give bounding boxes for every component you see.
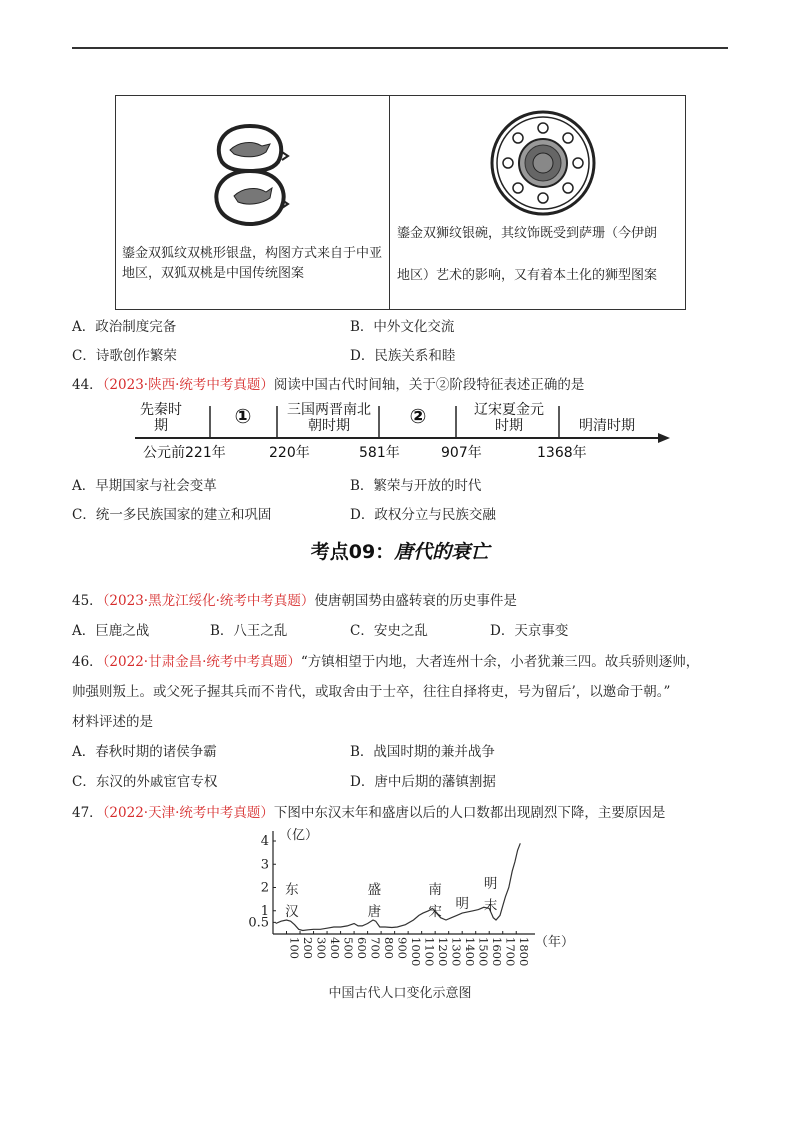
x-tick-label: 100: [287, 937, 302, 959]
q44-stem: 阅读中国古代时间轴，关于②阶段特征表述正确的是: [273, 377, 585, 393]
q45-option-b[interactable]: B．八王之乱: [210, 623, 288, 639]
q45-option-a[interactable]: A．巨鹿之战: [72, 623, 150, 639]
population-chart: [230, 826, 575, 976]
q47-question: [72, 801, 665, 821]
q45-question: [72, 589, 517, 609]
q46-option-d[interactable]: D．唐中后期的藩镇割据: [350, 774, 496, 790]
q44-option-b[interactable]: B．繁荣与开放的时代: [350, 478, 482, 494]
timeline-date-581: 581年: [359, 445, 400, 461]
x-tick-label: 700: [368, 937, 383, 959]
chart-annotation: 东汉: [285, 882, 299, 920]
double-fox-peach-plate-image: [200, 118, 300, 228]
x-tick-label: 1100: [422, 937, 437, 967]
y-tick-label: 0.5: [248, 915, 269, 931]
timeline-label-stage-1: ①: [234, 404, 252, 428]
q46-option-a[interactable]: A．春秋时期的诸侯争霸: [72, 744, 217, 760]
q46-option-b[interactable]: B．战国时期的兼并战争: [350, 744, 495, 760]
q46-stem-line2: 帅强则叛上。或父死子握其兵而不肯代，或取舍由于士卒，往往自择将吏，号为留后’，以邀命于朝。”: [72, 684, 671, 700]
timeline-date-221bc: 公元前221年: [143, 445, 226, 461]
timeline-date-1368: 1368年: [537, 445, 587, 461]
q46-stem-line3: 材料评述的是: [72, 714, 153, 730]
q43-option-c[interactable]: C．诗歌创作繁荣: [72, 348, 177, 364]
chart-annotation: 明: [455, 896, 469, 912]
x-tick-label: 500: [341, 937, 356, 959]
x-tick-label: 1400: [463, 937, 478, 967]
q43-option-a[interactable]: A．政治制度完备: [72, 319, 177, 335]
x-axis-label: （年）: [535, 935, 575, 950]
x-tick-label: 1700: [503, 937, 518, 967]
q47-stem: 下图中东汉末年和盛唐以后的人口数都出现剧烈下降，主要原因是: [273, 805, 666, 821]
x-tick-label: 1300: [449, 937, 464, 967]
q45-option-d[interactable]: D．天京事变: [490, 623, 569, 639]
timeline-date-907: 907年: [441, 445, 482, 461]
q43-option-d[interactable]: D．民族关系和睦: [350, 348, 456, 364]
section-heading: [0, 537, 800, 564]
x-tick-label: 300: [314, 937, 329, 959]
x-tick-label: 1200: [436, 937, 451, 967]
q44-number: 44．: [72, 377, 103, 393]
y-tick-label: 4: [260, 834, 269, 849]
x-tick-label: 600: [355, 937, 370, 959]
q46-number: 46．: [72, 654, 103, 670]
section-prefix: 考点09：: [310, 541, 395, 563]
x-tick-label: 900: [395, 937, 410, 959]
q46-option-c[interactable]: C．东汉的外戚宦官专权: [72, 774, 218, 790]
q46-source: （2022·甘肃金昌·统考中考真题）: [102, 654, 301, 670]
header-rule: [72, 47, 728, 49]
chart-annotation: 明末: [483, 876, 498, 914]
x-tick-label: 800: [382, 937, 397, 959]
section-title: 唐代的衰亡: [394, 541, 490, 563]
y-axis-label: （亿）: [279, 828, 319, 843]
x-tick-label: 400: [328, 937, 343, 959]
x-tick-label: 1000: [409, 937, 424, 967]
timeline: [135, 400, 670, 462]
timeline-label-stage-2: ②: [409, 404, 427, 428]
y-tick-label: 1: [260, 903, 269, 919]
x-tick-label: 200: [301, 937, 316, 959]
q46-stem-line1: “方镇相望于内地，大者连州十余，小者犹兼三四。故兵骄则逐帅，: [300, 654, 700, 670]
left-figure-caption: 鎏金双狐纹双桃形银盘，构图方式来自于中亚地区，双狐双桃是中国传统图案: [122, 246, 383, 281]
q43-option-b[interactable]: B．中外文化交流: [350, 319, 455, 335]
q45-source: （2023·黑龙江绥化·统考中考真题）: [102, 593, 315, 609]
timeline-label-ming-qing: 明清时期: [579, 418, 635, 434]
q44-option-a[interactable]: A．早期国家与社会变革: [72, 478, 217, 494]
timeline-label-liao-song: 辽宋夏金元时期: [474, 402, 544, 434]
q44-option-d[interactable]: D．政权分立与民族交融: [350, 507, 496, 523]
right-figure-caption-line1: 鎏金双狮纹银碗，其纹饰既受到萨珊（今伊朗: [397, 226, 658, 241]
double-lion-bowl-image: [488, 108, 598, 218]
x-tick-label: 1500: [476, 937, 491, 967]
q44-option-c[interactable]: C．统一多民族国家的建立和巩固: [72, 507, 272, 523]
q44-source: （2023·陕西·统考中考真题）: [102, 377, 274, 393]
figure-divider: [389, 95, 390, 310]
timeline-date-220: 220年: [269, 445, 310, 461]
q45-stem: 使唐朝国势由盛转衰的历史事件是: [314, 593, 517, 609]
q46-question-line1: [72, 650, 699, 670]
chart-caption: 中国古代人口变化示意图: [328, 986, 472, 1001]
chart-annotation: 南宋: [428, 882, 442, 920]
timeline-label-pre-qin: 先秦时期: [140, 402, 182, 434]
timeline-label-three-kingdoms: 三国两晋南北朝时期: [287, 402, 371, 434]
y-tick-label: 3: [260, 857, 269, 873]
right-figure-caption-line2: 地区）艺术的影响，又有着本土化的狮型图案: [397, 268, 658, 283]
q45-option-c[interactable]: C．安史之乱: [350, 623, 428, 639]
q47-number: 47．: [72, 805, 103, 821]
q47-source: （2022·天津·统考中考真题）: [102, 805, 274, 821]
q45-number: 45．: [72, 593, 103, 609]
x-tick-label: 1800: [517, 937, 532, 967]
x-tick-label: 1600: [490, 937, 505, 967]
chart-annotation: 盛唐: [367, 882, 382, 920]
q44-question: [72, 373, 584, 393]
y-tick-label: 2: [260, 880, 269, 896]
